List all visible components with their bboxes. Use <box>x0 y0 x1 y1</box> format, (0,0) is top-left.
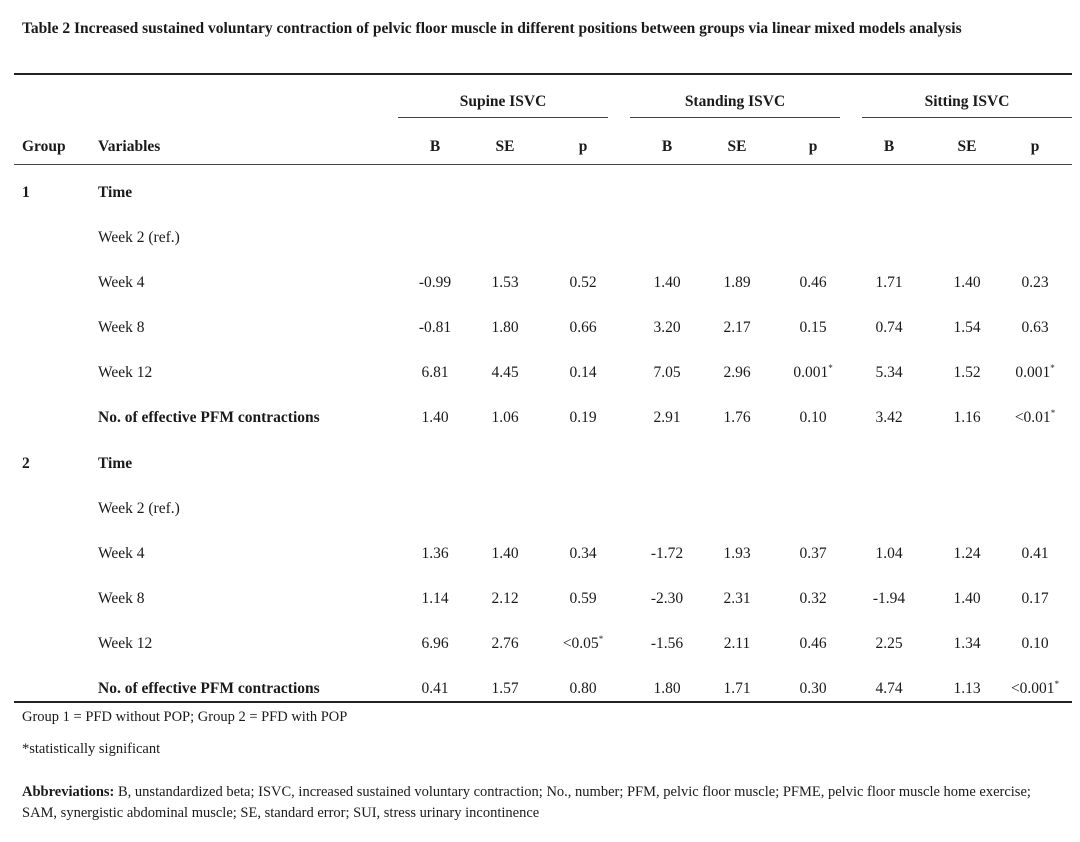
cell-value: 0.30 <box>799 680 827 697</box>
cell-value: 2.17 <box>723 319 751 336</box>
variable-label: No. of effective PFM contractions <box>98 409 320 426</box>
table-cell <box>932 544 1002 564</box>
table-cell <box>932 318 1002 338</box>
stat-column-header: B <box>883 138 895 155</box>
variable-label: Time <box>98 455 133 472</box>
table-cell <box>1000 318 1070 338</box>
cell-value: 0.41 <box>421 680 449 697</box>
cell-value: <0.05* <box>562 633 604 652</box>
cell-value: 1.14 <box>421 590 449 607</box>
variable-label: Week 8 <box>98 319 145 336</box>
cell-value: 0.46 <box>799 274 827 291</box>
table-cell <box>702 318 772 338</box>
variable-label: No. of effective PFM contractions <box>98 680 320 697</box>
table-cell <box>470 634 540 654</box>
table-cell <box>702 679 772 699</box>
cell-value: 1.93 <box>723 545 751 562</box>
cell-value: 1.24 <box>953 545 981 562</box>
table-cell <box>854 318 924 338</box>
cell-value: 0.15 <box>799 319 827 336</box>
cell-value: -2.30 <box>650 590 684 607</box>
table-cell <box>548 318 618 338</box>
cell-value: 0.34 <box>569 545 597 562</box>
cell-value: 0.37 <box>799 545 827 562</box>
cell-value: 4.45 <box>491 364 519 381</box>
cell-value: 0.46 <box>799 635 827 652</box>
table-cell <box>400 634 470 654</box>
cell-value: -1.56 <box>650 635 684 652</box>
table-cell <box>400 589 470 609</box>
table-cell <box>932 408 1002 428</box>
cell-value: 1.80 <box>653 680 681 697</box>
table-cell <box>632 273 702 293</box>
cell-value: 1.36 <box>421 545 449 562</box>
table-cell <box>702 363 772 383</box>
cell-value: 0.10 <box>799 409 827 426</box>
cell-value: 1.40 <box>491 545 519 562</box>
position-header: Standing ISVC <box>684 93 786 110</box>
cell-value: 4.74 <box>875 680 903 697</box>
cell-value: 1.76 <box>723 409 751 426</box>
group-column-header: Group <box>22 138 66 155</box>
stat-column-header: B <box>661 138 673 155</box>
table-cell <box>400 318 470 338</box>
position-header: Sitting ISVC <box>924 93 1010 110</box>
table-title: Table 2 Increased sustained voluntary contraction of pelvic floor muscle in different positions between groups via linear mixed models analysis <box>22 20 962 37</box>
cell-value: 0.59 <box>569 590 597 607</box>
table-cell <box>632 318 702 338</box>
table-cell <box>548 544 618 564</box>
cell-value: 0.66 <box>569 319 597 336</box>
cell-value: 0.23 <box>1021 274 1049 291</box>
top-rule <box>14 73 1072 75</box>
table-cell <box>548 363 618 383</box>
cell-value: 2.31 <box>723 590 751 607</box>
cell-value: -1.94 <box>872 590 906 607</box>
abbreviations-label: Abbreviations: <box>22 784 115 800</box>
cell-value: 0.17 <box>1021 590 1049 607</box>
bottom-rule <box>14 701 1072 703</box>
table-cell <box>778 589 848 609</box>
table-cell <box>632 544 702 564</box>
standing-span-line <box>630 117 840 118</box>
stat-column-header: SE <box>957 138 977 155</box>
supine-span-line <box>398 117 608 118</box>
stat-column-header: p <box>578 138 588 155</box>
cell-value: 2.91 <box>653 409 681 426</box>
table-cell <box>1000 544 1070 564</box>
table-cell <box>400 363 470 383</box>
cell-value: 0.52 <box>569 274 597 291</box>
table-cell <box>632 363 702 383</box>
cell-value: 0.10 <box>1021 635 1049 652</box>
group-footnote: Group 1 = PFD without POP; Group 2 = PFD with POP <box>22 709 348 725</box>
table-cell <box>400 544 470 564</box>
table-cell <box>400 679 470 699</box>
variable-label: Week 2 (ref.) <box>98 500 180 517</box>
cell-value: 6.96 <box>421 635 449 652</box>
cell-value: 0.001* <box>793 362 833 381</box>
table-cell <box>470 589 540 609</box>
cell-value: -0.81 <box>418 319 452 336</box>
header-rule <box>14 164 1072 165</box>
cell-value: -1.72 <box>650 545 684 562</box>
table-cell <box>702 273 772 293</box>
table-cell <box>1000 363 1070 383</box>
cell-value: 1.06 <box>491 409 519 426</box>
table-cell <box>470 408 540 428</box>
cell-value: 1.52 <box>953 364 981 381</box>
table-cell <box>932 679 1002 699</box>
table-cell <box>1000 408 1070 428</box>
table-cell <box>470 273 540 293</box>
cell-value: 1.71 <box>875 274 903 291</box>
table-cell <box>778 273 848 293</box>
table-cell <box>400 408 470 428</box>
table-cell <box>854 589 924 609</box>
cell-value: 3.20 <box>653 319 681 336</box>
cell-value: 1.34 <box>953 635 981 652</box>
group-label: 1 <box>22 184 30 201</box>
abbreviations-text: B, unstandardized beta; ISVC, increased sustained voluntary contraction; No., number; PFM, pelvic floor muscle; PFME, pelvic floor muscle home exercise; SAM, synergistic abdominal muscle; SE, standard error; SUI, stress urinary incontinence <box>22 784 1031 821</box>
cell-value: 0.32 <box>799 590 827 607</box>
table-cell <box>632 634 702 654</box>
cell-value: 1.71 <box>723 680 751 697</box>
cell-value: 0.41 <box>1021 545 1049 562</box>
cell-value: 2.12 <box>491 590 519 607</box>
cell-value: 1.13 <box>953 680 981 697</box>
group-label: 2 <box>22 455 30 472</box>
cell-value: 0.74 <box>875 319 903 336</box>
table-cell <box>854 544 924 564</box>
table-cell <box>778 634 848 654</box>
abbreviations-footnote <box>22 782 1062 824</box>
stat-column-header: p <box>1030 138 1040 155</box>
table-cell <box>548 408 618 428</box>
variable-label: Week 8 <box>98 590 145 607</box>
cell-value: -0.99 <box>418 274 452 291</box>
table-cell <box>548 273 618 293</box>
cell-value: 2.11 <box>723 635 751 652</box>
stat-column-header: SE <box>495 138 515 155</box>
cell-value: <0.01* <box>1014 407 1056 426</box>
cell-value: 1.40 <box>953 274 981 291</box>
cell-value: 2.96 <box>723 364 751 381</box>
table-cell <box>702 589 772 609</box>
cell-value: 0.001* <box>1015 362 1055 381</box>
variable-label: Week 4 <box>98 274 145 291</box>
table-cell <box>932 634 1002 654</box>
stat-column-header: p <box>808 138 818 155</box>
table-cell <box>548 679 618 699</box>
cell-value: 1.04 <box>875 545 903 562</box>
cell-value: 1.53 <box>491 274 519 291</box>
variable-label: Week 4 <box>98 545 145 562</box>
table-cell <box>470 363 540 383</box>
cell-value: 1.89 <box>723 274 751 291</box>
cell-value: 3.42 <box>875 409 903 426</box>
table-cell <box>702 544 772 564</box>
table-cell <box>854 273 924 293</box>
cell-value: 1.57 <box>491 680 519 697</box>
table-cell <box>548 634 618 654</box>
stat-column-header: SE <box>727 138 747 155</box>
cell-value: 1.16 <box>953 409 981 426</box>
stat-column-header: B <box>429 138 441 155</box>
table-cell <box>1000 273 1070 293</box>
table-cell <box>778 318 848 338</box>
cell-value: 2.76 <box>491 635 519 652</box>
cell-value: <0.001* <box>1010 678 1060 697</box>
table-cell <box>854 634 924 654</box>
table-cell <box>932 363 1002 383</box>
table-cell <box>400 273 470 293</box>
table-cell <box>470 318 540 338</box>
table-cell <box>854 408 924 428</box>
table-cell <box>632 679 702 699</box>
cell-value: 1.40 <box>653 274 681 291</box>
sitting-span-line <box>862 117 1072 118</box>
cell-value: 0.80 <box>569 680 597 697</box>
table-cell <box>548 589 618 609</box>
table-cell <box>778 363 848 383</box>
table-cell <box>932 273 1002 293</box>
table-cell <box>778 679 848 699</box>
position-header: Supine ISVC <box>459 93 547 110</box>
variable-label: Week 12 <box>98 364 153 381</box>
cell-value: 1.80 <box>491 319 519 336</box>
table-cell <box>1000 634 1070 654</box>
table-cell <box>1000 679 1070 699</box>
table-cell <box>632 589 702 609</box>
variable-label: Week 2 (ref.) <box>98 229 180 246</box>
variable-label: Time <box>98 184 133 201</box>
table-cell <box>932 589 1002 609</box>
table-cell <box>702 634 772 654</box>
cell-value: 5.34 <box>875 364 903 381</box>
cell-value: 1.40 <box>953 590 981 607</box>
table-cell <box>778 408 848 428</box>
variable-label: Week 12 <box>98 635 153 652</box>
cell-value: 6.81 <box>421 364 449 381</box>
table-cell <box>632 408 702 428</box>
cell-value: 0.63 <box>1021 319 1049 336</box>
table-cell <box>854 363 924 383</box>
table-cell <box>854 679 924 699</box>
cell-value: 1.54 <box>953 319 981 336</box>
cell-value: 1.40 <box>421 409 449 426</box>
cell-value: 2.25 <box>875 635 903 652</box>
table-cell <box>470 544 540 564</box>
table-cell <box>702 408 772 428</box>
table-cell <box>778 544 848 564</box>
cell-value: 7.05 <box>653 364 681 381</box>
cell-value: 0.19 <box>569 409 597 426</box>
variables-column-header: Variables <box>98 138 161 155</box>
table-cell <box>470 679 540 699</box>
significance-footnote: *statistically significant <box>22 741 161 757</box>
cell-value: 0.14 <box>569 364 597 381</box>
table-cell <box>1000 589 1070 609</box>
